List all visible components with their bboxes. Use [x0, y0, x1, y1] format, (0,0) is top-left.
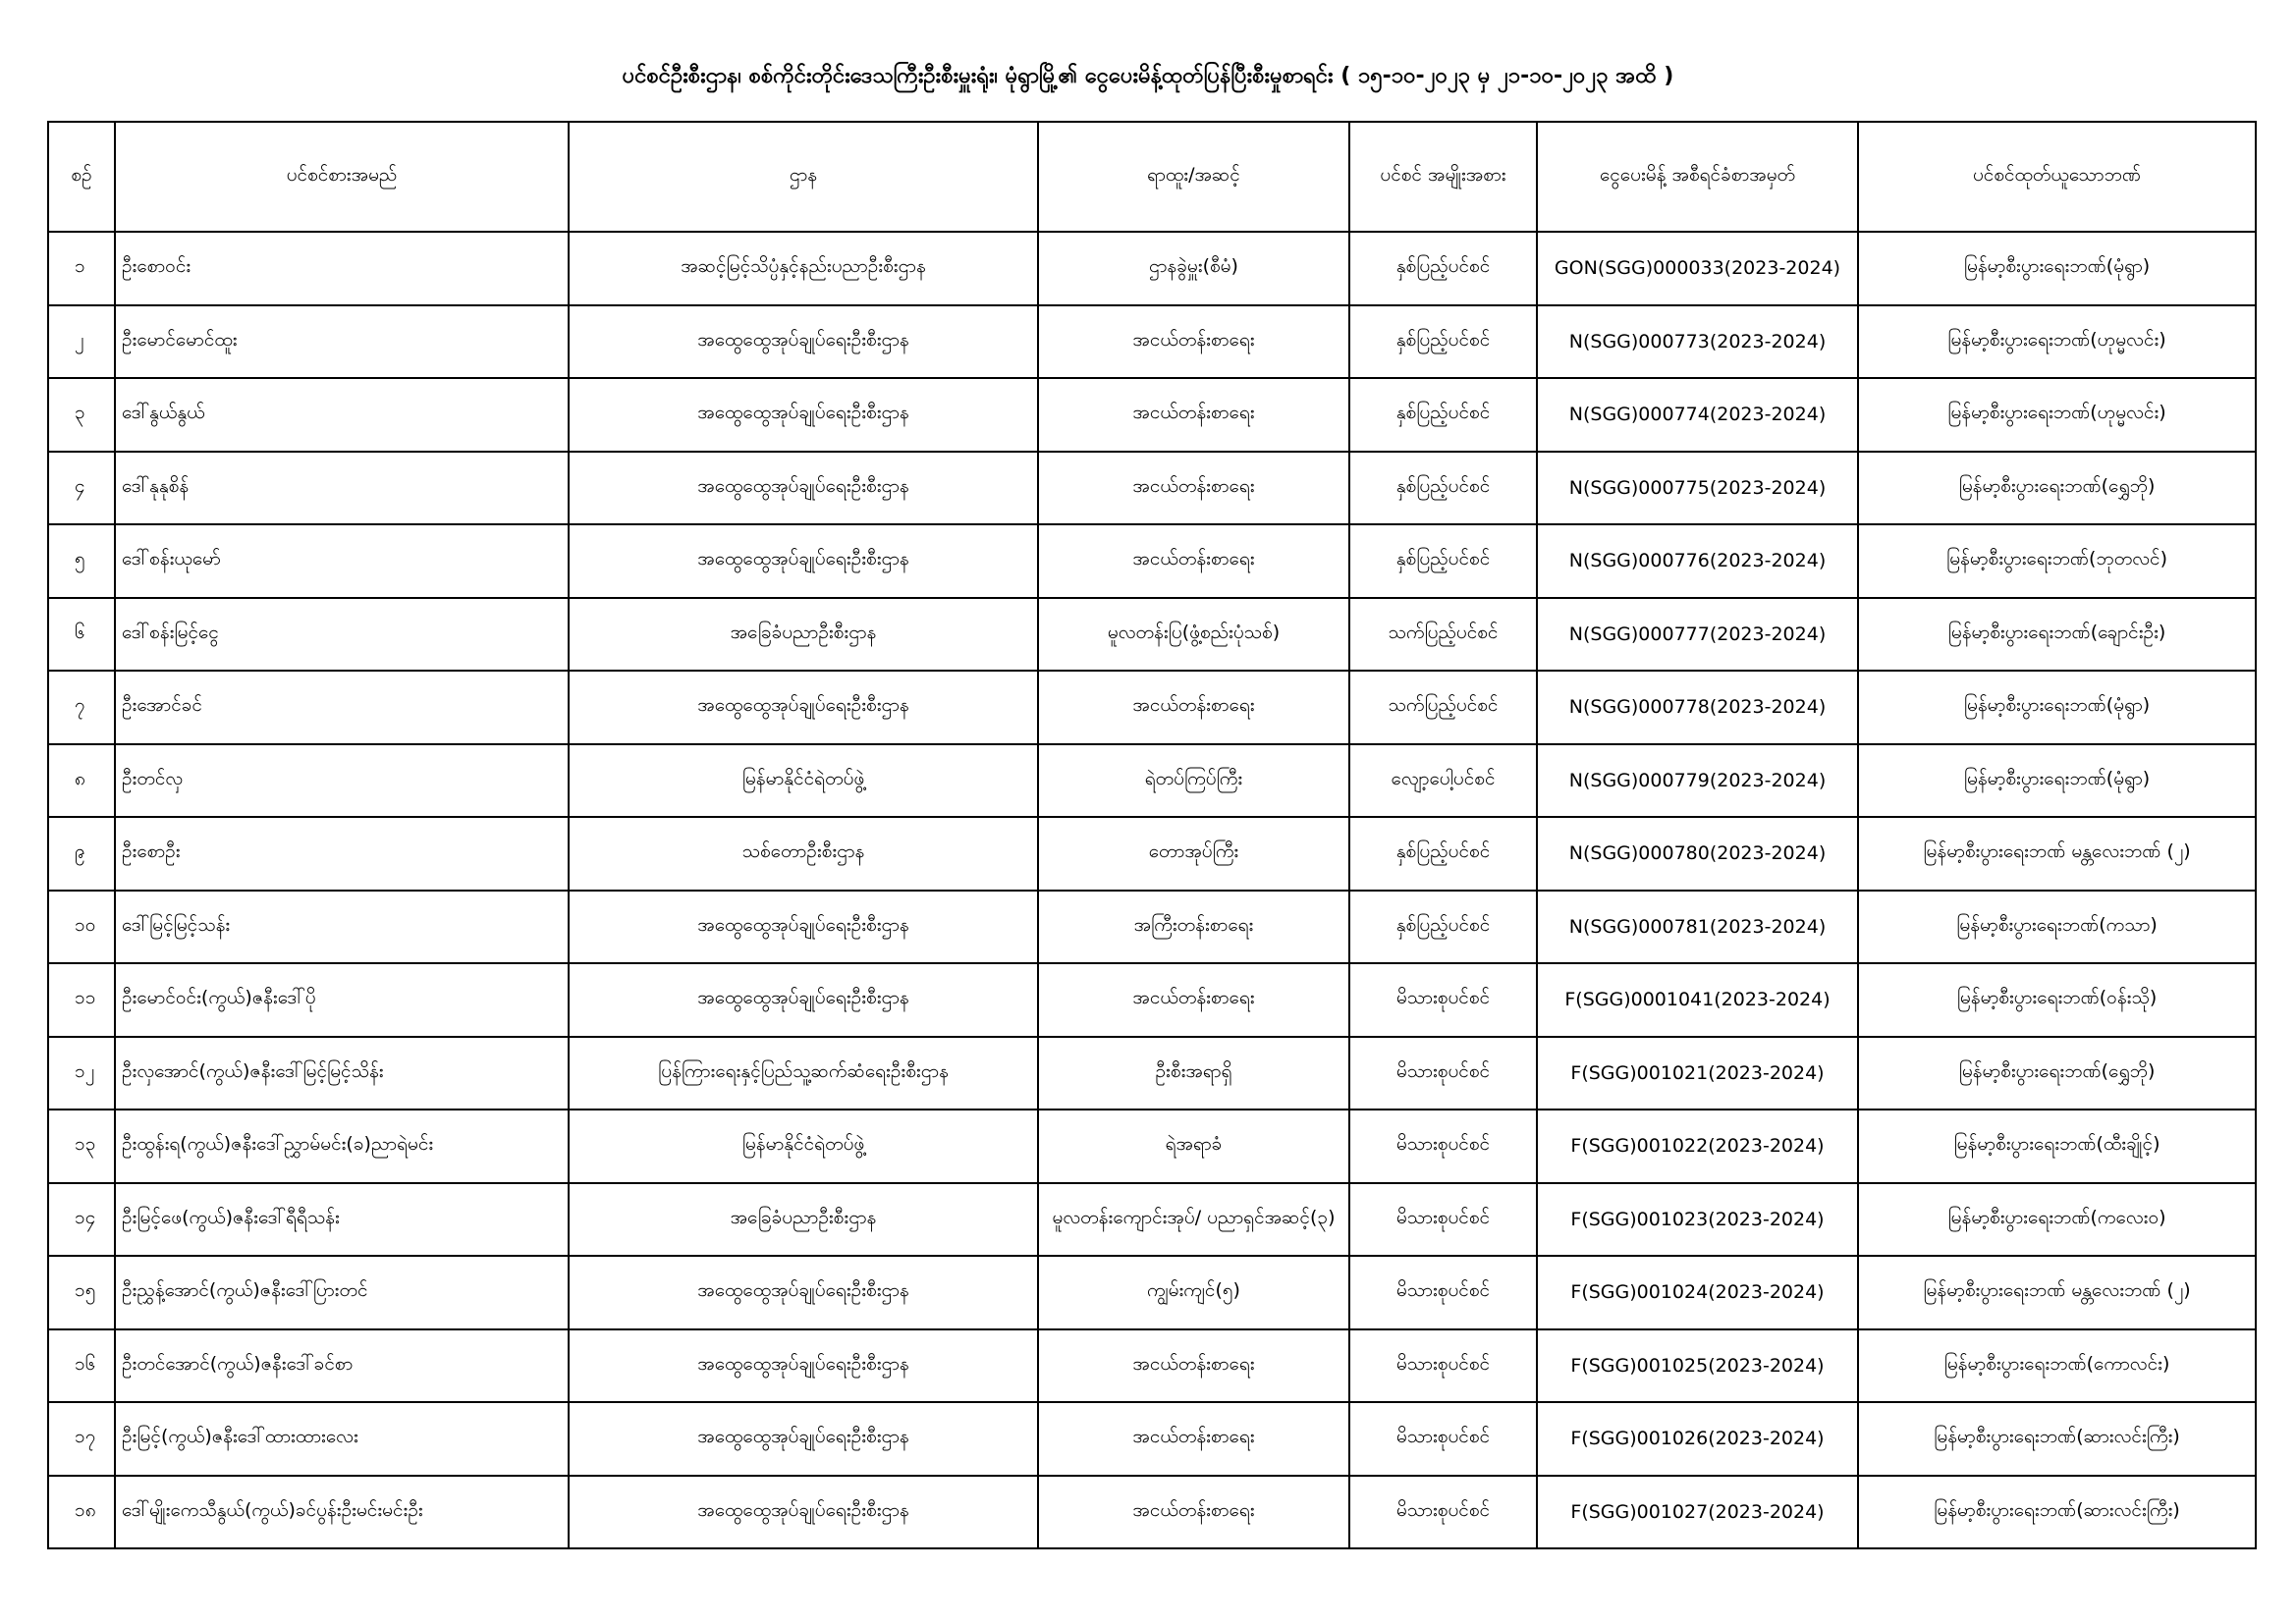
cell-bank: မြန်မာ့စီးပွားရေးဘဏ်(ဟုမ္မလင်း)	[1858, 305, 2256, 379]
cell-position: အငယ်တန်းစာရေး	[1038, 305, 1349, 379]
cell-bank: မြန်မာ့စီးပွားရေးဘဏ်(ချောင်းဦး)	[1858, 598, 2256, 672]
cell-serial: ၈	[48, 744, 115, 818]
cell-bank: မြန်မာ့စီးပွားရေးဘဏ်(မုံရွာ)	[1858, 232, 2256, 305]
pension-table	[47, 121, 2257, 1549]
cell-report-number: N(SGG)000780(2023-2024)	[1537, 817, 1858, 891]
cell-department: သစ်တောဦးစီးဌာန	[569, 817, 1038, 891]
cell-bank: မြန်မာ့စီးပွားရေးဘဏ် မန္တလေးဘဏ် (၂)	[1858, 817, 2256, 891]
cell-pension-type: နှစ်ပြည့်ပင်စင်	[1349, 452, 1537, 525]
cell-pension-type: မိသားစုပင်စင်	[1349, 1256, 1537, 1329]
cell-bank: မြန်မာ့စီးပွားရေးဘဏ်(ကလေးဝ)	[1858, 1183, 2256, 1257]
cell-pensioner-name: ဦးစောဦး	[115, 817, 569, 891]
table-row	[48, 1402, 2256, 1476]
cell-pensioner-name: ဦးညွှန့်အောင်(ကွယ်)ဇနီးဒေါ်ပြားတင်	[115, 1256, 569, 1329]
table-row	[48, 1183, 2256, 1257]
cell-bank: မြန်မာ့စီးပွားရေးဘဏ်(ကောလင်း)	[1858, 1329, 2256, 1403]
cell-serial: ၉	[48, 817, 115, 891]
table-row	[48, 452, 2256, 525]
cell-bank: မြန်မာ့စီးပွားရေးဘဏ်(ဆားလင်းကြီး)	[1858, 1402, 2256, 1476]
cell-report-number: N(SGG)000779(2023-2024)	[1537, 744, 1858, 818]
cell-serial: ၄	[48, 452, 115, 525]
cell-pension-type: မိသားစုပင်စင်	[1349, 1183, 1537, 1257]
cell-report-number: N(SGG)000777(2023-2024)	[1537, 598, 1858, 672]
cell-position: မူလတန်းကျောင်းအုပ်/ ပညာရှင်အဆင့်(၃)	[1038, 1183, 1349, 1257]
table-row	[48, 671, 2256, 744]
table-row	[48, 963, 2256, 1037]
cell-department: အထွေထွေအုပ်ချုပ်ရေးဦးစီးဌာန	[569, 1402, 1038, 1476]
cell-position: အငယ်တန်းစာရေး	[1038, 1476, 1349, 1549]
cell-serial: ၁၈	[48, 1476, 115, 1549]
cell-serial: ၁၂	[48, 1037, 115, 1110]
cell-report-number: N(SGG)000773(2023-2024)	[1537, 305, 1858, 379]
cell-pension-type: နှစ်ပြည့်ပင်စင်	[1349, 305, 1537, 379]
cell-pensioner-name: ဒေါ်နွယ်နွယ်	[115, 378, 569, 452]
cell-department: အထွေထွေအုပ်ချုပ်ရေးဦးစီးဌာန	[569, 671, 1038, 744]
cell-pension-type: မိသားစုပင်စင်	[1349, 1476, 1537, 1549]
cell-department: အဆင့်မြင့်သိပ္ပံနှင့်နည်းပညာဦးစီးဌာန	[569, 232, 1038, 305]
cell-position: တောအုပ်ကြီး	[1038, 817, 1349, 891]
cell-department: အထွေထွေအုပ်ချုပ်ရေးဦးစီးဌာန	[569, 452, 1038, 525]
cell-serial: ၁၆	[48, 1329, 115, 1403]
table-row	[48, 524, 2256, 598]
cell-bank: မြန်မာ့စီးပွားရေးဘဏ် မန္တလေးဘဏ် (၂)	[1858, 1256, 2256, 1329]
cell-pension-type: နှစ်ပြည့်ပင်စင်	[1349, 232, 1537, 305]
header-department: ဌာန	[569, 122, 1038, 232]
cell-report-number: N(SGG)000781(2023-2024)	[1537, 891, 1858, 964]
cell-bank: မြန်မာ့စီးပွားရေးဘဏ်(ရွှေဘို)	[1858, 452, 2256, 525]
cell-position: အငယ်တန်းစာရေး	[1038, 524, 1349, 598]
cell-pension-type: သက်ပြည့်ပင်စင်	[1349, 671, 1537, 744]
cell-department: ပြန်ကြားရေးနှင့်ပြည်သူ့ဆက်ဆံရေးဦးစီးဌာန	[569, 1037, 1038, 1110]
cell-pensioner-name: ဦးမြင့်(ကွယ်)ဇနီးဒေါ်ထားထားလေး	[115, 1402, 569, 1476]
cell-bank: မြန်မာ့စီးပွားရေးဘဏ်(ဘုတလင်)	[1858, 524, 2256, 598]
cell-report-number: N(SGG)000775(2023-2024)	[1537, 452, 1858, 525]
cell-pension-type: မိသားစုပင်စင်	[1349, 963, 1537, 1037]
cell-position: ရဲတပ်ကြပ်ကြီး	[1038, 744, 1349, 818]
cell-bank: မြန်မာ့စီးပွားရေးဘဏ်(ဆားလင်းကြီး)	[1858, 1476, 2256, 1549]
cell-department: အထွေထွေအုပ်ချုပ်ရေးဦးစီးဌာန	[569, 305, 1038, 379]
cell-serial: ၁၁	[48, 963, 115, 1037]
cell-position: အငယ်တန်းစာရေး	[1038, 1402, 1349, 1476]
cell-department: အထွေထွေအုပ်ချုပ်ရေးဦးစီးဌာန	[569, 963, 1038, 1037]
cell-department: အထွေထွေအုပ်ချုပ်ရေးဦးစီးဌာန	[569, 891, 1038, 964]
table-row	[48, 305, 2256, 379]
cell-report-number: F(SGG)001021(2023-2024)	[1537, 1037, 1858, 1110]
cell-bank: မြန်မာ့စီးပွားရေးဘဏ်(ကသာ)	[1858, 891, 2256, 964]
cell-position: ဦးစီးအရာရှိ	[1038, 1037, 1349, 1110]
cell-serial: ၆	[48, 598, 115, 672]
cell-report-number: F(SGG)001023(2023-2024)	[1537, 1183, 1858, 1257]
page-title: ပင်စင်ဦးစီးဌာန၊ စစ်ကိုင်းတိုင်းဒေသကြီးဦးစီးမှူးရုံး၊ မုံရွာမြို့၏ ငွေပေးမိန့်ထုတ်ပြန်ပြီးစီးမှုစာရင်း ( ၁၅-၁၀-၂၀၂၃ မှ ၂၁-၁၀-၂၀၂၃ အထိ )	[622, 64, 1674, 88]
cell-position: အငယ်တန်းစာရေး	[1038, 452, 1349, 525]
cell-pensioner-name: ဦးမြင့်ဖေ(ကွယ်)ဇနီးဒေါ်ရီရီသန်း	[115, 1183, 569, 1257]
cell-position: မူလတန်းပြ(ဖွံ့စည်းပုံသစ်)	[1038, 598, 1349, 672]
cell-report-number: N(SGG)000776(2023-2024)	[1537, 524, 1858, 598]
cell-report-number: GON(SGG)000033(2023-2024)	[1537, 232, 1858, 305]
header-bank: ပင်စင်ထုတ်ယူသောဘဏ်	[1858, 122, 2256, 232]
table-row	[48, 1329, 2256, 1403]
cell-position: ကျွမ်းကျင်(၅)	[1038, 1256, 1349, 1329]
cell-pension-type: သက်ပြည့်ပင်စင်	[1349, 598, 1537, 672]
cell-serial: ၂	[48, 305, 115, 379]
cell-position: ရဲအရာခံ	[1038, 1110, 1349, 1183]
cell-bank: မြန်မာ့စီးပွားရေးဘဏ်(ထီးချိုင့်)	[1858, 1110, 2256, 1183]
cell-department: မြန်မာနိုင်ငံရဲတပ်ဖွဲ့	[569, 1110, 1038, 1183]
cell-pension-type: နှစ်ပြည့်ပင်စင်	[1349, 891, 1537, 964]
cell-report-number: F(SGG)001027(2023-2024)	[1537, 1476, 1858, 1549]
cell-serial: ၇	[48, 671, 115, 744]
table-row	[48, 817, 2256, 891]
cell-pensioner-name: ဦးလှအောင်(ကွယ်)ဇနီးဒေါ်မြင့်မြင့်သိန်း	[115, 1037, 569, 1110]
cell-pensioner-name: ဦးအောင်ခင်	[115, 671, 569, 744]
cell-serial: ၁၇	[48, 1402, 115, 1476]
cell-pensioner-name: ဦးထွန်းရ(ကွယ်)ဇနီးဒေါ်ညွှာမ်မင်း(ခ)ညာရဲမင်း	[115, 1110, 569, 1183]
cell-serial: ၃	[48, 378, 115, 452]
cell-pension-type: နှစ်ပြည့်ပင်စင်	[1349, 817, 1537, 891]
cell-serial: ၁၃	[48, 1110, 115, 1183]
cell-report-number: N(SGG)000778(2023-2024)	[1537, 671, 1858, 744]
cell-pension-type: မိသားစုပင်စင်	[1349, 1110, 1537, 1183]
cell-serial: ၅	[48, 524, 115, 598]
cell-department: အထွေထွေအုပ်ချုပ်ရေးဦးစီးဌာန	[569, 1329, 1038, 1403]
cell-report-number: F(SGG)0001041(2023-2024)	[1537, 963, 1858, 1037]
cell-report-number: F(SGG)001026(2023-2024)	[1537, 1402, 1858, 1476]
cell-pension-type: မိသားစုပင်စင်	[1349, 1402, 1537, 1476]
cell-pension-type: လျော့ပေါ့ပင်စင်	[1349, 744, 1537, 818]
table-row	[48, 1110, 2256, 1183]
cell-serial: ၁၀	[48, 891, 115, 964]
cell-position: ဌာနခွဲမှူး(စီမံ)	[1038, 232, 1349, 305]
cell-pensioner-name: ဒေါ်နုနုစိန်	[115, 452, 569, 525]
cell-pensioner-name: ဦးတင်လှ	[115, 744, 569, 818]
table-row	[48, 1256, 2256, 1329]
header-serial: စဉ်	[48, 122, 115, 232]
cell-position: အကြီးတန်းစာရေး	[1038, 891, 1349, 964]
cell-pensioner-name: ဒေါ်မြင့်မြင့်သန်း	[115, 891, 569, 964]
table-row	[48, 378, 2256, 452]
cell-position: အငယ်တန်းစာရေး	[1038, 963, 1349, 1037]
cell-bank: မြန်မာ့စီးပွားရေးဘဏ်(ရွှေဘို)	[1858, 1037, 2256, 1110]
cell-pension-type: မိသားစုပင်စင်	[1349, 1037, 1537, 1110]
cell-serial: ၁၅	[48, 1256, 115, 1329]
table-row	[48, 1037, 2256, 1110]
cell-department: အထွေထွေအုပ်ချုပ်ရေးဦးစီးဌာန	[569, 1256, 1038, 1329]
cell-report-number: F(SGG)001022(2023-2024)	[1537, 1110, 1858, 1183]
table-row	[48, 232, 2256, 305]
table-header-row	[48, 122, 2256, 232]
cell-department: အထွေထွေအုပ်ချုပ်ရေးဦးစီးဌာန	[569, 524, 1038, 598]
cell-bank: မြန်မာ့စီးပွားရေးဘဏ်(မုံရွာ)	[1858, 671, 2256, 744]
cell-position: အငယ်တန်းစာရေး	[1038, 1329, 1349, 1403]
cell-position: အငယ်တန်းစာရေး	[1038, 378, 1349, 452]
cell-pensioner-name: ဦးစောဝင်း	[115, 232, 569, 305]
cell-pensioner-name: ဦးတင်အောင်(ကွယ်)ဇနီးဒေါ်ခင်စာ	[115, 1329, 569, 1403]
header-pension-type: ပင်စင် အမျိုးအစား	[1349, 122, 1537, 232]
cell-department: အထွေထွေအုပ်ချုပ်ရေးဦးစီးဌာန	[569, 1476, 1038, 1549]
cell-serial: ၁၄	[48, 1183, 115, 1257]
cell-department: မြန်မာနိုင်ငံရဲတပ်ဖွဲ့	[569, 744, 1038, 818]
cell-serial: ၁	[48, 232, 115, 305]
cell-report-number: N(SGG)000774(2023-2024)	[1537, 378, 1858, 452]
cell-position: အငယ်တန်းစာရေး	[1038, 671, 1349, 744]
cell-report-number: F(SGG)001024(2023-2024)	[1537, 1256, 1858, 1329]
cell-pensioner-name: ဦးမောင်မောင်ထူး	[115, 305, 569, 379]
cell-pensioner-name: ဒေါ်စန်းယုမော်	[115, 524, 569, 598]
cell-pension-type: နှစ်ပြည့်ပင်စင်	[1349, 378, 1537, 452]
cell-department: အခြေခံပညာဦးစီးဌာန	[569, 1183, 1038, 1257]
table-row	[48, 891, 2256, 964]
table-row	[48, 1476, 2256, 1549]
cell-pension-type: နှစ်ပြည့်ပင်စင်	[1349, 524, 1537, 598]
cell-bank: မြန်မာ့စီးပွားရေးဘဏ်(ဝန်းသို)	[1858, 963, 2256, 1037]
cell-pensioner-name: ဦးမောင်ဝင်း(ကွယ်)ဇနီးဒေါ်ပို	[115, 963, 569, 1037]
cell-bank: မြန်မာ့စီးပွားရေးဘဏ်(ဟုမ္မလင်း)	[1858, 378, 2256, 452]
cell-pensioner-name: ဒေါ်စန်းမြင့်ငွေ	[115, 598, 569, 672]
table-row	[48, 744, 2256, 818]
table-row	[48, 598, 2256, 672]
cell-pension-type: မိသားစုပင်စင်	[1349, 1329, 1537, 1403]
cell-department: အထွေထွေအုပ်ချုပ်ရေးဦးစီးဌာန	[569, 378, 1038, 452]
cell-bank: မြန်မာ့စီးပွားရေးဘဏ်(မုံရွာ)	[1858, 744, 2256, 818]
header-report-number: ငွေပေးမိန့် အစီရင်ခံစာအမှတ်	[1537, 122, 1858, 232]
header-pensioner-name: ပင်စင်စားအမည်	[115, 122, 569, 232]
cell-pensioner-name: ဒေါ်မျိုးကေသီနွယ်(ကွယ်)ခင်ပွန်းဦးမင်းမင်းဦး	[115, 1476, 569, 1549]
cell-report-number: F(SGG)001025(2023-2024)	[1537, 1329, 1858, 1403]
header-position: ရာထူး/အဆင့်	[1038, 122, 1349, 232]
cell-department: အခြေခံပညာဦးစီးဌာန	[569, 598, 1038, 672]
